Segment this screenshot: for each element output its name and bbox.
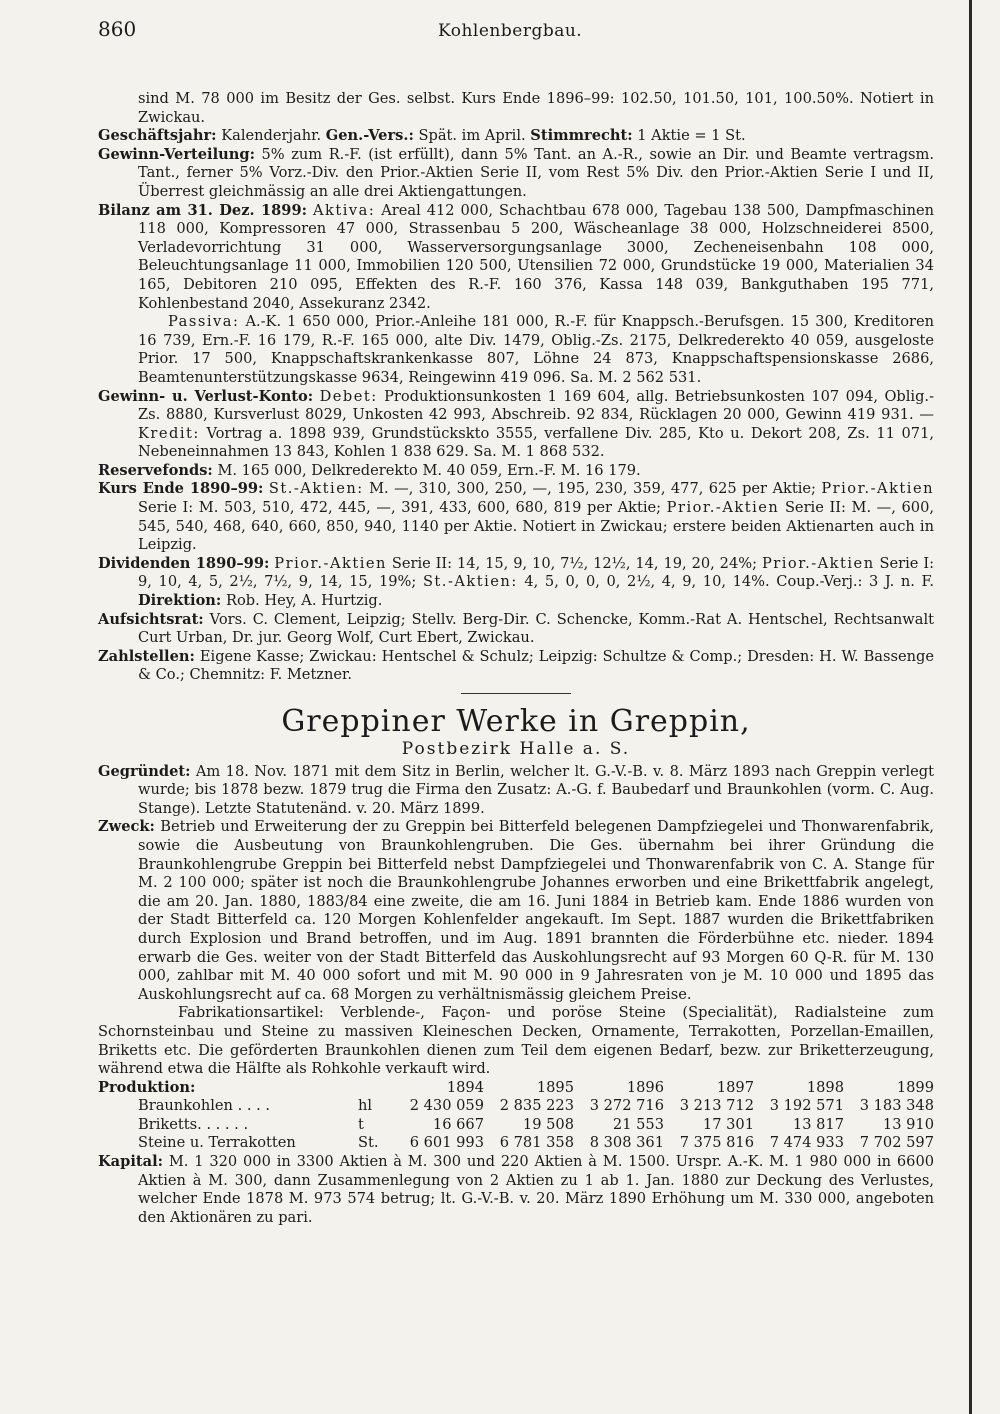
guv-entry: Gewinn- u. Verlust-Konto: Debet: Produktionsunkosten 1 169 604, allg. Betriebsunkosten 107 094, Oblig.-Zs. 8880, Kursverlust 8029, Unkosten 42 993, Abschreib. 92 834, Rücklagen 20 000, Gewinn 419 931. — Kredit: Vortrag a. 1898 939, Grundstückskto 3555, verfallene Div. 285, Kto u. Dekort 208, Zs. 11 071, Nebeneinnahmen 13 843, Kohlen 1 838 629. Sa. M. 1 868 532. <box>98 387 935 461</box>
entry-label: Kapital: <box>98 1153 164 1171</box>
running-head <box>98 17 934 50</box>
table-header-row <box>98 1079 934 1098</box>
entry-label: Direktion: <box>138 592 222 610</box>
geschaeftsjahr-entry: Geschäftsjahr: Kalenderjahr. Gen.-Vers.: Spät. im April. Stimmrecht: 1 Aktie = 1 St. <box>98 127 746 145</box>
gewinnverteilung-entry: Gewinn-Verteilung: 5% zum R.-F. (ist erfüllt), dann 5% Tant. an A.-R., sowie an Dir. und Beamte vertragsm. Tant., ferner 5% Vorz.-Div. den Prior.-Aktien Serie II, vom Rest 5% Div. den Prior.-Aktien Serie I und II, Überrest gleichmässig an alle drei Aktiengattungen. <box>98 145 935 200</box>
produktion-table <box>98 1079 934 1153</box>
year-header: 1898 <box>806 1078 844 1096</box>
fabrikation-paragraph: Fabrikationsartikel: Verblende-, Façon- und poröse Steine (Specialität), Radialsteine zum Schornsteinbau und Steine zu massiven Kleineschen Decken, Ornamente, Terrakotten, Porzellan-Emaillen, Briketts etc. Die geförderten Braunkohlen dienen zum Teil dem eigenen Bedarf, bezw. zur Briketterzeugung, während etwa die Hälfte als Rohkohle verkauft wird. <box>98 1004 934 1078</box>
kapital-entry: Kapital: M. 1 320 000 in 3300 Aktien à M. 300 und 220 Aktien à M. 1500. Urspr. A.-K. M. 1 980 000 in 6600 Aktien à M. 300, dann Zusammenlegung von 2 Aktien zu 1 ab 1. Jan. 1880 zur Deckung des Verlustes, welcher Ende 1878 M. 973 574 betrug; lt. G.-V.-B. v. 20. März 1890 Erhöhung um M. 330 000, angeboten den Aktionären zu pari. <box>98 1153 935 1226</box>
reservefonds-entry: Reservefonds: M. 165 000, Delkrederekto M. 40 059, Ern.-F. M. 16 179. <box>98 461 641 479</box>
intro-paragraph: sind M. 78 000 im Besitz der Ges. selbst. Kurs Ende 1896–99: 102.50, 101.50, 101, 100.50%. Notiert in Zwickau. <box>138 90 934 126</box>
entry-label: Dividenden 1890–99: <box>98 554 270 572</box>
zahlstellen-entry: Zahlstellen: Eigene Kasse; Zwickau: Hentschel & Schulz; Leipzig: Schultze & Comp.; Dresden: H. W. Bassenge & Co.; Chemnitz: F. Metzner. <box>98 647 934 684</box>
aufsichtsrat-entry: Aufsichtsrat: Vors. C. Clement, Leipzig; Stellv. Berg-Dir. C. Schencke, Komm.-Rat A. Hentschel, Rechtsanwalt Curt Urban, Dr. jur. Georg Wolf, Curt Ebert, Zwickau. <box>98 610 934 647</box>
company-title: Greppiner Werke in Greppin, <box>281 704 751 739</box>
section-divider <box>461 693 571 694</box>
year-header: 1897 <box>716 1078 754 1096</box>
table-row: Briketts. . . . . . t 16 667 19 508 21 553 17 301 13 817 13 910 <box>138 1115 934 1133</box>
bilanz-passiva: Passiva: A.-K. 1 650 000, Prior.-Anleihe 181 000, R.-F. für Knappsch.-Berufsgen. 15 300, Kreditoren 16 739, Ern.-F. 16 179, R.-F. 165 000, alte Div. 1479, Oblig.-Zs. 2175, Delkrederekto 40 059, ausgeloste Prior. 17 500, Knappschaftskrankenkasse 807, Löhne 24 873, Knappschaftspensionskasse 2686, Beamtenunterstützungskasse 9634, Reingewinn 419 096. Sa. M. 2 562 531. <box>138 313 934 386</box>
entry-label: Aufsichtsrat: <box>98 610 204 628</box>
header-title: Kohlenbergbau. <box>438 21 583 41</box>
bilanz-entry: Bilanz am 31. Dez. 1899: Aktiva: Areal 412 000, Schachtbau 678 000, Tagebau 138 500, Dampfmaschinen 118 000, Kompressoren 47 000, Strassenbau 5 200, Wäscheanlage 38 000, Holzschneiderei 8500, Verladevorrichtung 31 000, Wasserversorgungsanlage 3000, Zecheneisenbahn 108 000, Beleuchtungsanlage 11 000, Immobilien 120 500, Utensilien 72 000, Grundstücke 19 000, Materialien 34 165, Debitoren 210 095, Effekten des R.-F. 160 376, Kassa 148 039, Bankguthaben 195 771, Kohlenbestand 2040, Assekuranz 2342. <box>98 201 935 312</box>
entry-label: Stimmrecht: <box>530 127 633 145</box>
zweck-entry: Zweck: Betrieb und Erweiterung der zu Greppin bei Bitterfeld belegenen Dampfziegelei und Thonwarenfabrik, sowie die Ausbeutung von Braunkohlengruben. Die Ges. übernahm bei ihrer Gründung die Braunkohlengrube Greppin bei Bitterfeld nebst Dampfziegelei und Thonwarenfabrik von C. A. Stange für M. 2 100 000; später ist noch die Braunkohlengrube Johannes erworben und eine Brikettfabrik angelegt, die am 20. Jan. 1880, 1883/84 eine zweite, die am 16. Juni 1884 in Betrieb kam. Ende 1886 wurden von der Stadt Bitterfeld ca. 120 Morgen Kohlenfelder angekauft. Im Sept. 1887 wurden die Brikettfabriken durch Explosion und Brand betroffen, und im Aug. 1891 brannten die Förderbühne etc. nieder. 1894 erwarb die Ges. weiter von der Stadt Bitterfeld das Auskohlungsrecht auf 93 Morgen 60 Q-R. für M. 130 000, zahlbar mit M. 40 000 sofort und mit M. 90 000 in 9 Jahresraten von je M. 10 000 und 1895 das Auskohlungsrecht auf ca. 68 Morgen zu verhältnismässig gleichem Preise. <box>98 818 935 1003</box>
company-subtitle: Postbezirk Halle a. S. <box>401 739 631 759</box>
entry-label: Gewinn-Verteilung: <box>98 145 255 163</box>
gegruendet-entry: Gegründet: Am 18. Nov. 1871 mit dem Sitz in Berlin, welcher lt. G.-V.-B. v. 8. März 1893 nach Greppin verlegt wurde; bis 1878 bezw. 1879 trug die Firma den Zusatz: A.-G. f. Baubedarf und Braunkohlen (vorm. C. Aug. Stange). Letzte Statutenänd. v. 20. März 1899. <box>98 762 935 817</box>
page-edge-line <box>969 0 972 1414</box>
kurs-entry: Kurs Ende 1890–99: St.-Aktien: M. —, 310, 300, 250, —, 195, 230, 359, 477, 625 per Aktie; Prior.-Aktien Serie I: M. 503, 510, 472, 445, —, 391, 433, 600, 680, 819 per Aktie; Prior.-Aktien Serie II: M. —, 600, 545, 540, 468, 640, 660, 850, 940, 1140 per Aktie. Notiert in Zwickau; erstere beiden Aktienarten auch in Leipzig. <box>98 480 935 554</box>
dividenden-entry: Dividenden 1890–99: Prior.-Aktien Serie II: 14, 15, 9, 10, 7½, 12½, 14, 19, 20, 24%; Prior.-Aktien Serie I: 9, 10, 4, 5, 2½, 7½, 9, 14, 15, 19%; St.-Aktien: 4, 5, 0, 0, 0, 2½, 4, 9, 10, 14%. Coup.-Verj.: 3 J. n. F. Direktion: Rob. Hey, A. Hurtzig. <box>98 554 935 610</box>
entry-label: Kurs Ende 1890–99: <box>98 480 264 498</box>
year-header: 1895 <box>536 1078 574 1096</box>
entry-label: Reservefonds: <box>98 461 213 479</box>
table-row: Braunkohlen . . . . hl 2 430 059 2 835 223 3 272 716 3 213 712 3 192 571 3 183 348 <box>138 1097 934 1115</box>
year-header: 1894 <box>446 1078 484 1096</box>
entry-label: Gegründet: <box>98 762 191 780</box>
entry-label: Geschäftsjahr: <box>98 127 217 145</box>
table-row: Steine u. Terrakotten St. 6 601 993 6 781 358 8 308 361 7 375 816 7 474 933 7 702 597 <box>138 1134 934 1152</box>
entry-label: Gewinn- u. Verlust-Konto: <box>98 387 314 405</box>
document-page <box>98 17 935 1227</box>
year-header: 1896 <box>626 1078 664 1096</box>
page-number: 860 <box>98 17 137 41</box>
year-header: 1899 <box>896 1078 934 1096</box>
entry-label: Zweck: <box>98 818 155 836</box>
produktion-label: Produktion: <box>98 1078 196 1096</box>
entry-label: Bilanz am 31. Dez. 1899: <box>98 201 307 219</box>
entry-label: Gen.-Vers.: <box>325 127 414 145</box>
entry-label: Zahlstellen: <box>98 647 195 665</box>
